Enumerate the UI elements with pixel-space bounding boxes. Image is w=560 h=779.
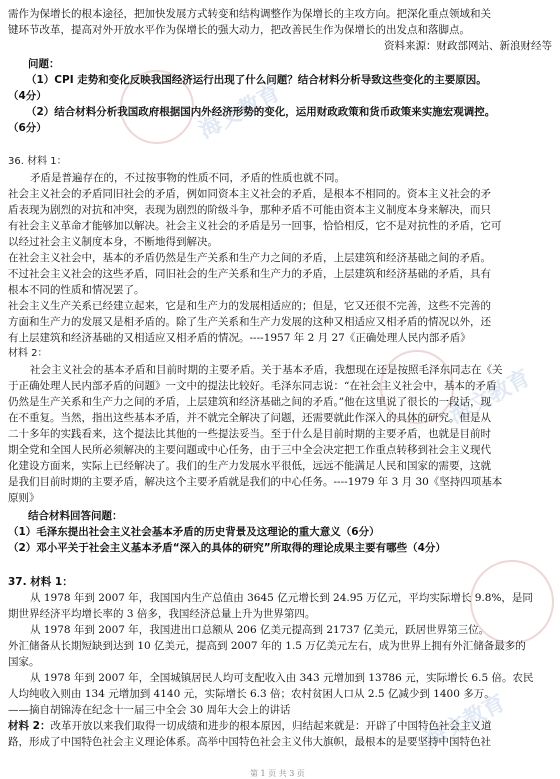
text-line: 盾表现为剧烈的对抗和冲突，表现为剧烈的阶级斗争，那种矛盾不可能由资本主义制度本身来解决，而只 <box>8 204 491 216</box>
text-line: 原则》 <box>8 492 40 504</box>
text-line: 从 1978 年到 2007 年，我国进出口总额从 206 亿美元提高到 21737 亿美元，跃居世界第三位。 <box>30 624 490 636</box>
source-line: 资料来源：财政部网站、新浪财经等 <box>384 40 552 52</box>
text-line: 期世界经济平均增长率的 3 倍多，我国经济总量上升为世界第四。 <box>8 608 316 620</box>
text-line: 根本不同的性质和情况罢了。 <box>8 284 145 296</box>
text-line: 国家。 <box>8 656 40 668</box>
text-line: 在不重复。当然，指出这些基本矛盾，并不就完全解决了问题，还需要就此作深入的具体的研究。但是从 <box>8 412 491 424</box>
questions-title: 结合材料回答问题： <box>28 510 123 522</box>
text-line: 社会主义社会的基本矛盾和目前时期的主要矛盾。关于基本矛盾，我想现在还是按照毛泽东同志在《关 <box>30 364 503 376</box>
text-line: 从 1978 年到 2007 年，我国国内生产总值由 3645 亿元增长到 24.95 万亿元，平均实际增长 9.8%，是同 <box>30 592 533 604</box>
text-line: 社会主义生产关系已经建立起来，它是和生产力的发展相适应的；但是，它又还很不完善，这些不完善的 <box>8 300 491 312</box>
question-2-score: （6分） <box>8 122 47 134</box>
watermark-text: 海文教育 <box>420 690 510 754</box>
text-line: 在社会主义社会中，基本的矛盾仍然是生产关系和生产力之间的矛盾，上层建筑和经济基础之间的矛盾。 <box>8 252 491 264</box>
questions-section-1 <box>8 56 552 136</box>
question-1: （1）CPI 走势和变化反映我国经济运行出现了什么问题？结合材料分析导致这些变化的主要原因。 <box>26 74 487 86</box>
text-line: 期全党和全国人民所必须解决的主要问题或中心任务，由于三中全会决定把工作重点转移到社会主义现代 <box>8 444 491 456</box>
question-1-score: （4分） <box>8 90 47 102</box>
text-line: ——摘自胡锦涛在纪念十一届三中全会 30 周年大会上的讲话 <box>8 704 291 716</box>
text-line: 有社会主义革命才能够加以解决。社会主义社会的矛盾是另一回事，恰恰相反，它不是对抗性的矛盾，它可 <box>8 220 502 232</box>
question-36 <box>8 154 552 556</box>
intro-section <box>8 6 552 54</box>
text-line: 于正确处理人民内部矛盾的问题》一文中的提法比较好。毛泽东同志说：“在社会主义社会中，基本的矛盾 <box>8 380 497 392</box>
watermark-text: 海文教育 <box>195 80 285 144</box>
text-line: 是我们目前时期的主要矛盾，解决这个主要矛盾就是我们的中心任务。----1979 年 3 月 30《坚持四项基本 <box>8 476 503 488</box>
text-line: 方面和生产力的发展又是相矛盾的。除了生产关系和生产力发展的这种又相适应又相矛盾的情况以外，还 <box>8 316 491 328</box>
question-37 <box>8 574 552 750</box>
question-2: （2）邓小平关于社会主义基本矛盾“深入的具体的研究”所取得的理论成果主要有哪些（4分） <box>8 542 446 554</box>
text-line: 二十多年的实践看来，这个提法比其他的一些提法妥当。至于什么是目前时期的主要矛盾，也就是目前时 <box>8 428 491 440</box>
text-line: 需作为保增长的根本途径，把加快发展方式转变和结构调整作为保增长的主攻方向。把深化重点领域和关 <box>8 8 491 20</box>
page-footer: 第 1 页 共 3 页 <box>250 769 305 778</box>
text-line <box>8 718 552 734</box>
text-line: 以经过社会主义制度本身，不断地得到解决。 <box>8 236 218 248</box>
material-1-header: 37. 材料 1： <box>8 576 73 588</box>
material-1-header: 36. 材料 1： <box>8 156 67 167</box>
text-line: 矛盾是普遍存在的，不过按事物的性质不同，矛盾的性质也就不同。 <box>30 172 345 184</box>
question-2: （2）结合材料分析我国政府根据国内外经济形势的变化，运用财政政策和货币政策来实施宏观调控。 <box>26 106 496 118</box>
text-line: 外汇储备从长期短缺到达到 10 亿美元，提高到 2007 年的 1.5 万亿美元左右，成为世界上拥有外汇储备最多的 <box>8 640 526 652</box>
material-2-header: 材料 2： <box>8 720 51 732</box>
question-1: （1）毛泽东提出社会主义社会基本矛盾的历史背景及这理论的重大意义（6分） <box>8 526 380 538</box>
text-line: 键环节改革，提高对外开放水平作为保增长的强大动力，把改善民生作为保增长的出发点和落脚点。 <box>8 24 470 36</box>
text-line: 化建设方面来，实际上已经解决了。我们的生产力发展水平很低，远远不能满足人民和国家的需要，这就 <box>8 460 491 472</box>
watermark-text: 海文教育 <box>445 365 535 429</box>
text-line: 从 1978 年到 2007 年，全国城镇居民人均可支配收入由 343 元增加到 13786 元，实际增长 6.5 倍。农民 <box>30 672 534 684</box>
text-line: 有上层建筑和经济基础的又相适应又相矛盾的情况。----1957 年 2 月 27《正确处理人民内部矛盾》 <box>8 332 471 344</box>
text-line: 人均纯收入则由 134 元增加到 4140 元，实际增长 6.3 倍；农村贫困人口从 2.5 亿减少到 1400 多万。 <box>8 688 495 700</box>
text-line: 路，形成了中国特色社会主义理论体系。高举中国特色社会主义伟大旗帜，最根本的是要坚持中国特色社 <box>8 736 491 748</box>
text-line: 社会主义社会的矛盾同旧社会的矛盾，例如同资本主义社会的矛盾，是根本不相同的。资本主义社会的矛 <box>8 188 491 200</box>
text-span: 改革开放以来我们取得一切成绩和进步的根本原因，归结起来就是：开辟了中国特色社会主义道 <box>50 720 492 732</box>
text-line: 仍然是生产关系和生产力之间的矛盾，上层建筑和经济基础之间的矛盾。”他在这里说了很长的一段话，现 <box>8 396 492 408</box>
questions-title: 问题： <box>28 58 60 70</box>
material-2-header: 材料 2： <box>8 348 48 359</box>
text-line: 不过社会主义社会的这些矛盾，同旧社会的生产关系和生产力的矛盾，上层建筑和经济基础的矛盾，具有 <box>8 268 491 280</box>
